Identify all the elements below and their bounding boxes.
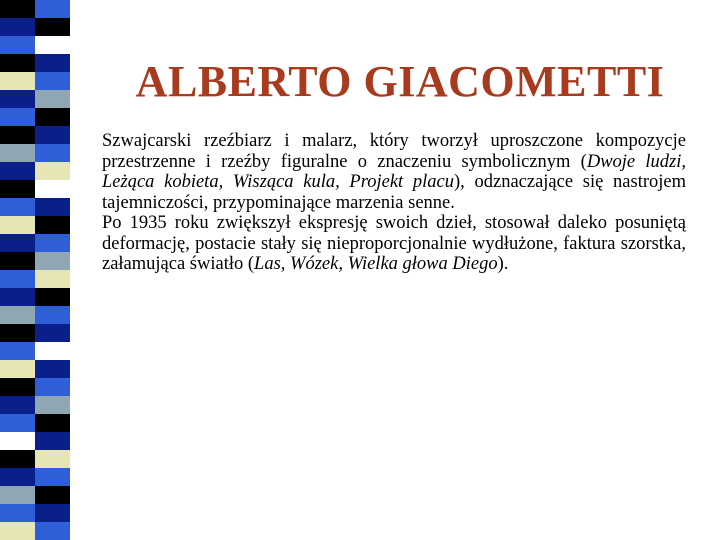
stripe-row [0, 360, 70, 378]
stripe-row [0, 144, 70, 162]
stripe-cell [0, 18, 35, 36]
stripe-cell [35, 54, 70, 72]
stripe-cell [0, 162, 35, 180]
stripe-cell [0, 198, 35, 216]
stripe-row [0, 54, 70, 72]
stripe-row [0, 216, 70, 234]
stripe-cell [0, 324, 35, 342]
stripe-cell [0, 90, 35, 108]
stripe-cell [35, 234, 70, 252]
stripe-cell [0, 414, 35, 432]
stripe-cell [35, 468, 70, 486]
stripe-row [0, 90, 70, 108]
stripe-cell [35, 162, 70, 180]
paragraph-2-text-a: Po 1935 roku zwiększył ekspresję swoich dzieł, stosował daleko posuniętą deformację, postacie stały się nieproporcjonalnie wydłużone, faktura szorstka, załamująca światło ( [102, 213, 686, 274]
stripe-cell [0, 126, 35, 144]
stripe-cell [35, 0, 70, 18]
stripe-row [0, 378, 70, 396]
stripe-cell [35, 450, 70, 468]
stripe-cell [35, 18, 70, 36]
slide-title: ALBERTO GIACOMETTI [135, 57, 665, 106]
stripe-row [0, 234, 70, 252]
stripe-row [0, 18, 70, 36]
stripe-row [0, 288, 70, 306]
stripe-row [0, 342, 70, 360]
stripe-row [0, 450, 70, 468]
stripe-cell [35, 414, 70, 432]
stripe-cell [35, 396, 70, 414]
stripe-cell [0, 342, 35, 360]
stripe-cell [35, 342, 70, 360]
stripe-cell [0, 234, 35, 252]
stripe-cell [35, 144, 70, 162]
stripe-cell [35, 432, 70, 450]
paragraph-2-text-b: ). [497, 254, 509, 274]
stripe-cell [35, 360, 70, 378]
stripe-cell [0, 252, 35, 270]
stripe-row [0, 522, 70, 540]
stripe-row [0, 162, 70, 180]
stripe-cell [0, 360, 35, 378]
paragraph-1-text-b: ), odznaczające się nastrojem tajemniczości, przypominające marzenia senne. [102, 172, 686, 213]
works-list-2: Las, Wózek, Wielka głowa Diego [254, 254, 498, 274]
stripe-row [0, 180, 70, 198]
stripe-row [0, 468, 70, 486]
stripe-cell [0, 72, 35, 90]
stripe-cell [0, 144, 35, 162]
stripe-cell [0, 396, 35, 414]
stripe-cell [35, 126, 70, 144]
stripe-cell [0, 378, 35, 396]
stripe-cell [35, 486, 70, 504]
stripe-cell [35, 36, 70, 54]
stripe-cell [0, 270, 35, 288]
stripe-cell [35, 90, 70, 108]
stripe-row [0, 270, 70, 288]
stripe-row [0, 252, 70, 270]
stripe-row [0, 324, 70, 342]
stripe-cell [35, 324, 70, 342]
stripe-cell [0, 522, 35, 540]
stripe-cell [35, 108, 70, 126]
stripe-cell [0, 108, 35, 126]
stripe-row [0, 396, 70, 414]
paragraph-2 [102, 213, 686, 275]
stripe-cell [0, 468, 35, 486]
stripe-cell [0, 432, 35, 450]
stripe-row [0, 36, 70, 54]
works-list-1: Dwoje ludzi, Leżąca kobieta, Wisząca kula, Projekt placu [102, 151, 686, 192]
stripe-cell [35, 288, 70, 306]
stripe-cell [0, 288, 35, 306]
stripe-cell [0, 216, 35, 234]
stripe-row [0, 0, 70, 18]
stripe-row [0, 432, 70, 450]
stripe-cell [0, 54, 35, 72]
stripe-cell [35, 252, 70, 270]
stripe-cell [35, 522, 70, 540]
stripe-cell [35, 504, 70, 522]
stripe-cell [0, 0, 35, 18]
stripe-row [0, 486, 70, 504]
stripe-cell [35, 180, 70, 198]
stripe-cell [35, 306, 70, 324]
stripe-row [0, 126, 70, 144]
stripe-cell [35, 72, 70, 90]
stripe-row [0, 414, 70, 432]
decorative-stripe [0, 0, 70, 540]
stripe-cell [35, 216, 70, 234]
stripe-cell [35, 378, 70, 396]
stripe-cell [0, 486, 35, 504]
stripe-cell [35, 270, 70, 288]
stripe-row [0, 198, 70, 216]
stripe-row [0, 108, 70, 126]
stripe-cell [0, 504, 35, 522]
stripe-row [0, 306, 70, 324]
stripe-cell [0, 36, 35, 54]
stripe-cell [35, 198, 70, 216]
stripe-row [0, 504, 70, 522]
stripe-cell [0, 450, 35, 468]
stripe-row [0, 72, 70, 90]
stripe-cell [0, 180, 35, 198]
paragraph-1-text-a: Szwajcarski rzeźbiarz i malarz, który tworzył uproszczone kompozycje przestrzenne i rzeźby figuralne o znaczeniu symbolicznym ( [102, 131, 686, 172]
stripe-cell [0, 306, 35, 324]
paragraph-1 [102, 131, 686, 213]
slide-body [102, 131, 686, 275]
